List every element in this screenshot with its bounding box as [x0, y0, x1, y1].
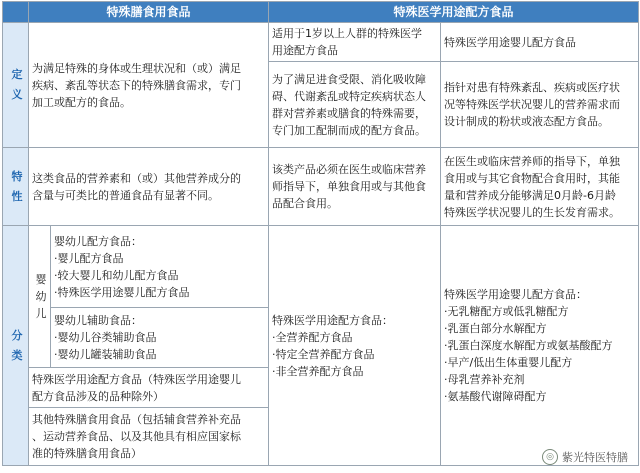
definition-fsmp-age-label: 适用于1岁以上人群的特殊医学 用途配方食品	[269, 23, 441, 62]
property-fsmp2: 在医生或临床营养师的指导下，单独 食用或与其它食物配合食用时，其能 量和营养成分能够满足0月龄-6月龄 特殊医学状况婴儿的生长发育需求。	[441, 148, 639, 226]
definition-row-1	[3, 23, 639, 62]
watermark	[542, 449, 628, 465]
definition-food: 为满足特殊的身体或生理状况和（或）满足 疾病、紊乱等状态下的特殊膳食需求，专门 加工或配方的食品。	[29, 23, 269, 148]
infant-complementary-cell: 婴幼儿辅助食品： ·婴幼儿谷类辅助食品 ·婴幼儿罐装辅助食品	[51, 308, 269, 368]
header-food: 特殊膳食用食品	[29, 2, 269, 23]
category-definition: 定 义	[3, 23, 29, 148]
comparison-table	[2, 1, 639, 466]
definition-fsmp-desc2: 指针对患有特殊紊乱、疾病或医疗状 况等特殊医学状况婴儿的营养需求而 设计制成的粉状或液态配方食品。	[441, 62, 639, 148]
definition-fsmp-desc1: 为了满足进食受限、消化吸收障 碍、代谢紊乱或特定疾病状态人 群对营养素或膳食的特殊需要， 专门加工配制而成的配方食品。	[269, 62, 441, 148]
category-property: 特 性	[3, 148, 29, 226]
wechat-icon: ◎	[542, 449, 558, 465]
category-classification: 分 类	[3, 226, 29, 466]
header-corner	[3, 2, 29, 23]
header-fsmp: 特殊医学用途配方食品	[269, 2, 639, 23]
infant-label: 婴 幼 儿	[29, 226, 51, 368]
infant-formula-cell: 婴幼儿配方食品： ·婴儿配方食品 ·较大婴儿和幼儿配方食品 ·特殊医学用途婴儿配方食品	[51, 226, 269, 308]
property-row	[3, 148, 639, 226]
definition-fsmp-age-value: 特殊医学用途婴儿配方食品	[441, 23, 639, 62]
classification-row-1	[3, 226, 639, 308]
fsmp-classification-cell: 特殊医学用途配方食品： ·全营养配方食品 ·特定全营养配方食品 ·非全营养配方食品	[269, 226, 441, 466]
property-fsmp1: 该类产品必须在医生或临床营养 师指导下，单独食用或与其他食 品配合食用。	[269, 148, 441, 226]
fsmp-food-cell: 特殊医学用途配方食品（特殊医学用途婴儿 配方食品涉及的品种除外）	[29, 368, 269, 408]
watermark-text: 紫光特医特膳	[562, 451, 628, 464]
other-food-cell: 其他特殊膳食用食品（包括辅食营养补充品 、运动营养食品、以及其他具有相应国家标 准的特殊膳食用食品）	[29, 408, 269, 466]
property-food: 这类食品的营养素和（或）其他营养成分的 含量与可类比的普通食品有显著不同。	[29, 148, 269, 226]
header-row	[3, 2, 639, 23]
fsmp-infant-classification-cell: 特殊医学用途婴儿配方食品： ·无乳糖配方或低乳糖配方 ·乳蛋白部分水解配方 ·乳蛋白深度水解配方或氨基酸配方 ·早产/低出生体重婴儿配方 ·母乳营养补充剂 ·氨基酸代谢障碍配方	[441, 226, 639, 466]
